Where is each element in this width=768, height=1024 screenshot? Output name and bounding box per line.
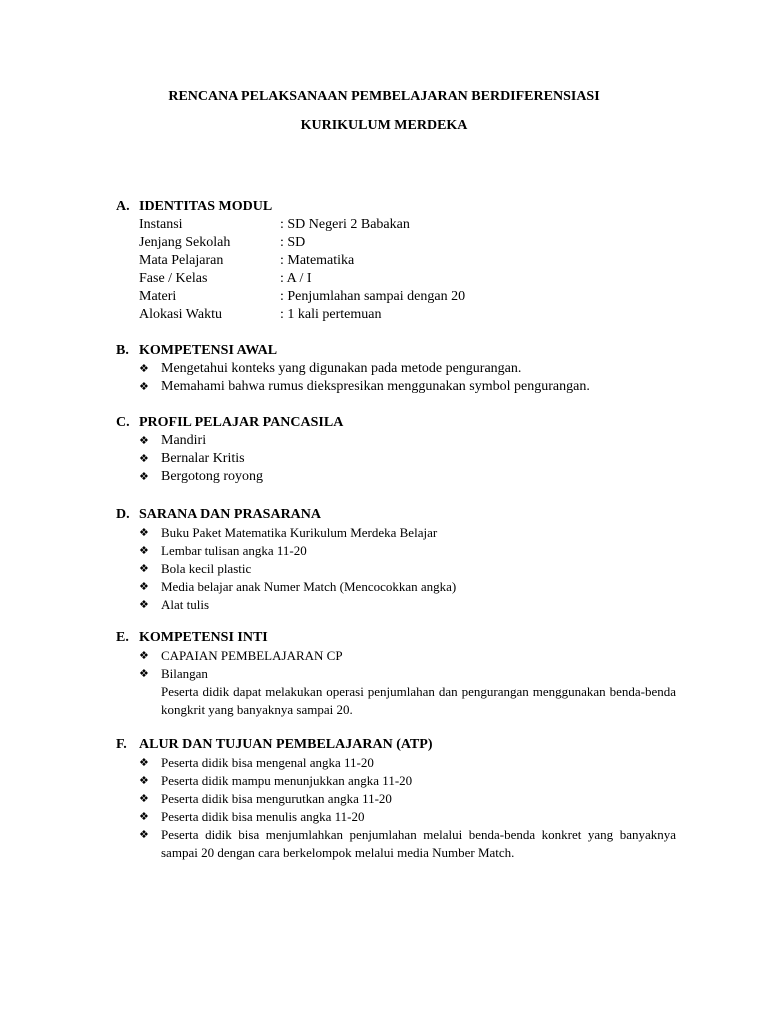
section-letter: A. <box>116 199 130 214</box>
section-heading <box>116 629 676 647</box>
diamond-bullet-icon: ❖ <box>139 452 149 465</box>
bullet-list <box>139 754 676 862</box>
diamond-bullet-icon: ❖ <box>139 562 149 575</box>
diamond-bullet-icon: ❖ <box>139 756 149 769</box>
diamond-bullet-icon: ❖ <box>139 470 149 483</box>
diamond-bullet-icon: ❖ <box>139 362 149 375</box>
diamond-bullet-icon: ❖ <box>139 792 149 805</box>
diamond-bullet-icon: ❖ <box>139 810 149 823</box>
list-item-text: Bola kecil plastic <box>161 561 252 576</box>
list-item <box>139 754 676 772</box>
identity-value: : SD <box>280 235 306 250</box>
identity-value: : A / I <box>280 271 312 286</box>
list-item <box>139 808 676 826</box>
bullet-list <box>139 647 676 683</box>
list-item-text: Bilangan <box>161 666 208 681</box>
list-item-text: Bergotong royong <box>161 469 264 484</box>
identity-label: Fase / Kelas <box>139 271 208 286</box>
list-item-text: Mandiri <box>161 433 207 448</box>
list-item-text: Peserta didik bisa mengenal angka 11-20 <box>161 755 374 770</box>
list-item <box>139 826 676 862</box>
section-identitas-modul <box>116 198 676 324</box>
diamond-bullet-icon: ❖ <box>139 828 149 841</box>
section-heading <box>116 736 676 754</box>
list-item <box>139 542 676 560</box>
identity-row <box>139 252 676 270</box>
section-title: ALUR DAN TUJUAN PEMBELAJARAN (ATP) <box>139 737 433 752</box>
section-letter: F. <box>116 737 127 752</box>
list-item <box>139 665 676 683</box>
section-heading <box>116 342 676 360</box>
list-item <box>139 360 676 378</box>
bullet-list <box>139 432 676 486</box>
bullet-list <box>139 360 676 396</box>
diamond-bullet-icon: ❖ <box>139 649 149 662</box>
diamond-bullet-icon: ❖ <box>139 598 149 611</box>
list-item-text: Memahami bahwa rumus diekspresikan menggunakan symbol pengurangan. <box>161 379 590 394</box>
identity-value: : Penjumlahan sampai dengan 20 <box>280 289 466 304</box>
list-item <box>139 468 676 486</box>
identity-row <box>139 306 676 324</box>
identity-label: Alokasi Waktu <box>139 307 222 322</box>
list-item <box>139 578 676 596</box>
section-title: KOMPETENSI AWAL <box>139 343 278 358</box>
identity-row <box>139 234 676 252</box>
list-item <box>139 647 676 665</box>
section-kompetensi-inti <box>116 629 676 719</box>
section-alur-tujuan <box>116 736 676 862</box>
list-item <box>139 772 676 790</box>
diamond-bullet-icon: ❖ <box>139 544 149 557</box>
document-subtitle: KURIKULUM MERDEKA <box>300 118 468 133</box>
diamond-bullet-icon: ❖ <box>139 526 149 539</box>
list-item-text: Media belajar anak Numer Match (Mencocokkan angka) <box>161 579 457 594</box>
paragraph: Peserta didik dapat melakukan operasi penjumlahan dan pengurangan menggunakan benda-benda kongkrit yang banyaknya sampai 20. <box>161 684 676 717</box>
section-letter: D. <box>116 507 130 522</box>
section-heading <box>116 414 676 432</box>
identity-row <box>139 216 676 234</box>
section-kompetensi-awal <box>116 342 676 396</box>
section-letter: C. <box>116 415 130 430</box>
section-sarana-prasarana <box>116 506 676 614</box>
section-profil-pelajar <box>116 414 676 486</box>
identity-label: Mata Pelajaran <box>139 253 224 268</box>
list-item-text: Bernalar Kritis <box>161 451 245 466</box>
list-item-text: Alat tulis <box>161 597 210 612</box>
diamond-bullet-icon: ❖ <box>139 434 149 447</box>
list-item-text: Lembar tulisan angka 11-20 <box>161 543 307 558</box>
list-item <box>139 560 676 578</box>
diamond-bullet-icon: ❖ <box>139 667 149 680</box>
diamond-bullet-icon: ❖ <box>139 774 149 787</box>
diamond-bullet-icon: ❖ <box>139 580 149 593</box>
list-item <box>139 524 676 542</box>
identity-row <box>139 270 676 288</box>
list-item <box>139 378 676 396</box>
section-letter: E. <box>116 630 129 645</box>
section-title: KOMPETENSI INTI <box>139 630 268 645</box>
bullet-list <box>139 524 676 614</box>
list-item-text: Mengetahui konteks yang digunakan pada metode pengurangan. <box>161 361 522 376</box>
identity-value: : Matematika <box>280 253 355 268</box>
list-item-text: Buku Paket Matematika Kurikulum Merdeka Belajar <box>161 525 438 540</box>
document-title: RENCANA PELAKSANAAN PEMBELAJARAN BERDIFERENSIASI <box>168 89 600 104</box>
list-item <box>139 596 676 614</box>
list-item-text: Peserta didik bisa menjumlahkan penjumlahan melalui benda-benda konkret yang banyaknya sampai 20 dengan cara berkelompok melalui media Number Match. <box>161 827 676 860</box>
list-item <box>139 790 676 808</box>
list-item-text: Peserta didik bisa mengurutkan angka 11-20 <box>161 791 392 806</box>
list-item <box>139 432 676 450</box>
identity-value: : 1 kali pertemuan <box>280 307 382 322</box>
identity-label: Jenjang Sekolah <box>139 235 231 250</box>
list-item-text: CAPAIAN PEMBELAJARAN CP <box>161 648 343 663</box>
identity-row <box>139 288 676 306</box>
list-item-text: Peserta didik bisa menulis angka 11-20 <box>161 809 365 824</box>
list-item-text: Peserta didik mampu menunjukkan angka 11-20 <box>161 773 413 788</box>
section-title: IDENTITAS MODUL <box>139 199 273 214</box>
section-heading <box>116 506 676 524</box>
section-letter: B. <box>116 343 129 358</box>
section-title: PROFIL PELAJAR PANCASILA <box>139 415 344 430</box>
section-title: SARANA DAN PRASARANA <box>139 507 322 522</box>
identity-label: Instansi <box>139 217 183 232</box>
list-item <box>139 450 676 468</box>
section-heading <box>116 198 676 216</box>
identity-value: : SD Negeri 2 Babakan <box>280 217 410 232</box>
identity-label: Materi <box>139 289 177 304</box>
diamond-bullet-icon: ❖ <box>139 380 149 393</box>
